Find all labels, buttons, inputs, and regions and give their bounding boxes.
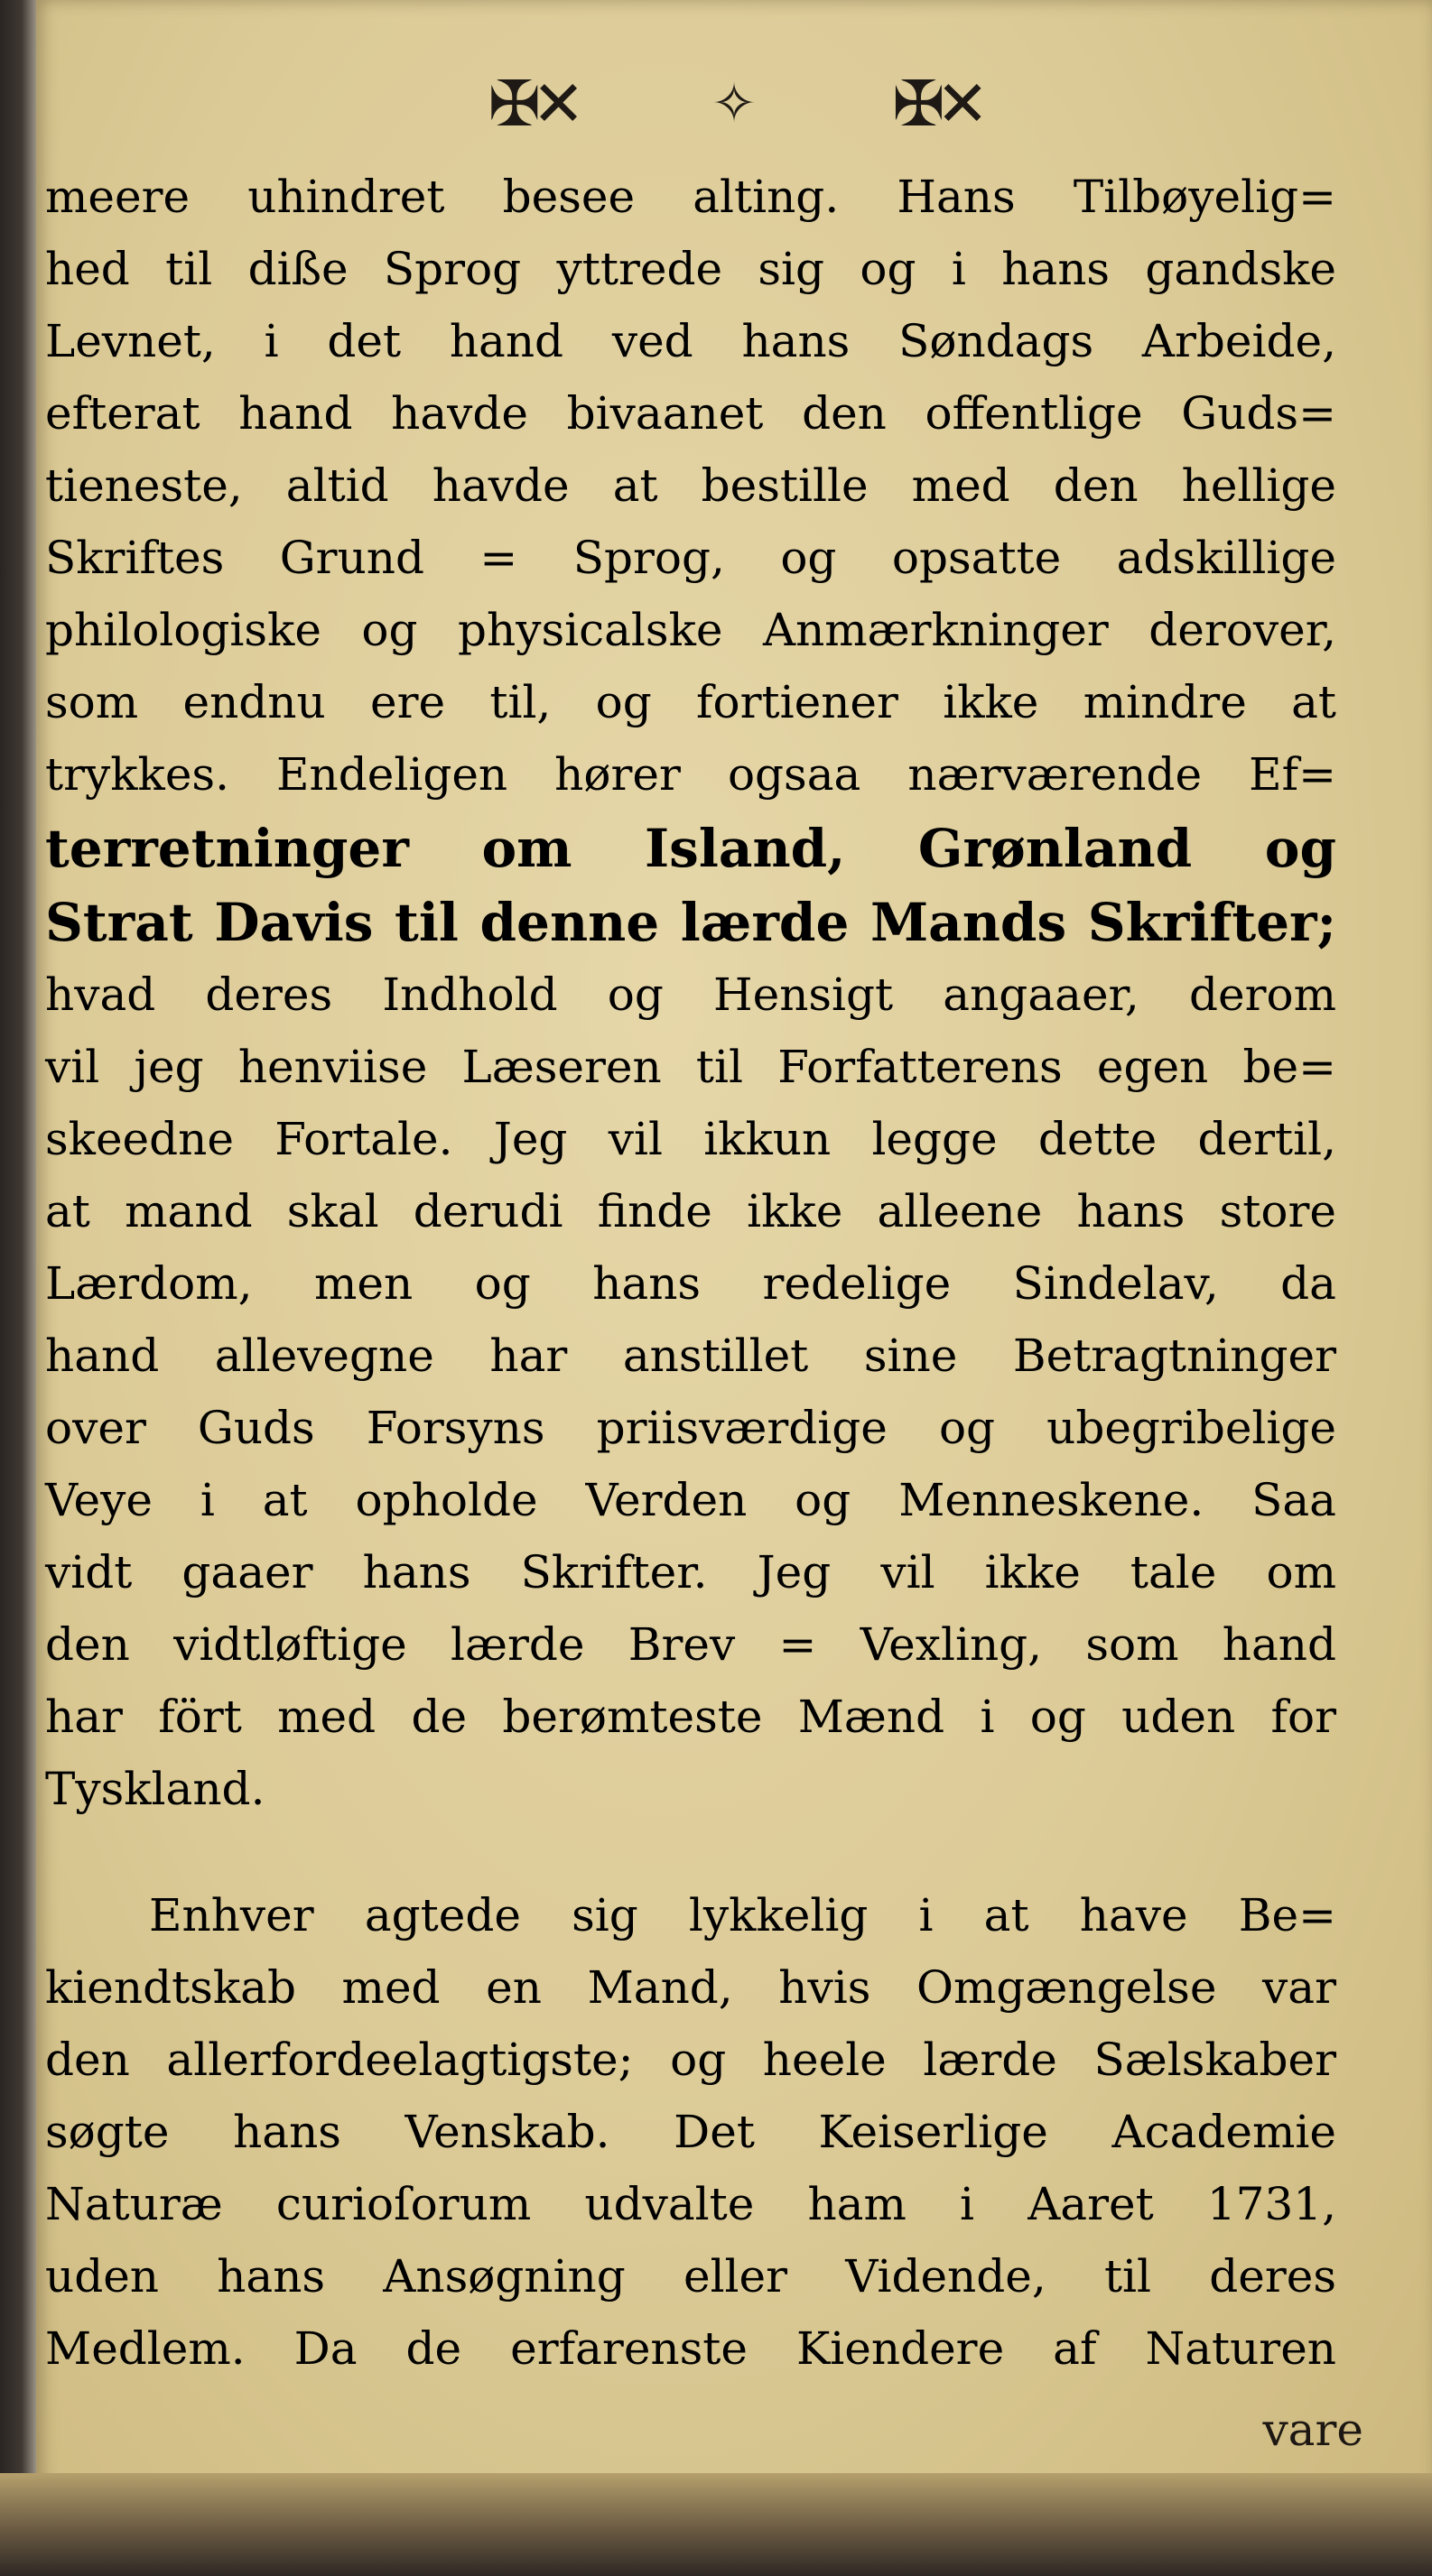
text-line: hand allevegne har anstillet sine Betragtninger xyxy=(45,1330,1336,1382)
text-line: vidt gaaer hans Skrifter. Jeg vil ikke tale om xyxy=(45,1546,1336,1598)
text-line: Enhver agtede sig lykkelig i at have Be= xyxy=(149,1889,1336,1941)
ornament-left-icon: ✠✕ xyxy=(488,67,576,141)
text-line: Skriftes Grund = Sprog, og opsatte adskillige xyxy=(45,532,1336,584)
text-line: Medlem. Da de erfarenste Kiendere af Naturen xyxy=(45,2322,1336,2375)
ornament-center-icon: ✧ xyxy=(711,72,758,135)
text-line: trykkes. Endeligen hører ogsaa nærværende Ef= xyxy=(45,748,1336,801)
page-bottom-edge xyxy=(0,2473,1432,2576)
text-line: uden hans Ansøgning eller Vidende, til deres xyxy=(45,2250,1336,2303)
ornament-right-icon: ✠✕ xyxy=(892,67,981,141)
text-line: meere uhindret besee alting. Hans Tilbøyelig= xyxy=(45,171,1336,223)
text-line: hvad deres Indhold og Hensigt angaaer, derom xyxy=(45,968,1336,1021)
text-line: Levnet, i det hand ved hans Søndags Arbeide, xyxy=(45,315,1336,367)
text-line: philologiske og physicalske Anmærkninger derover, xyxy=(45,604,1336,656)
text-line: Naturæ curioſorum udvalte ham i Aaret 1731, xyxy=(45,2178,1336,2230)
text-line: Veye i at opholde Verden og Menneskene. Saa xyxy=(45,1474,1336,1526)
text-line: den vidtløftige lærde Brev = Vexling, som hand xyxy=(45,1618,1336,1671)
text-line: Lærdom, men og hans redelige Sindelav, da xyxy=(45,1257,1336,1310)
text-line: Tyskland. xyxy=(45,1763,265,1815)
catchword: vare xyxy=(1262,2404,1363,2456)
text-line: søgte hans Venskab. Det Keiserlige Academie xyxy=(45,2106,1336,2158)
text-line: vil jeg henviise Læseren til Forfatterens egen be= xyxy=(45,1041,1336,1093)
text-line: over Guds Forsyns priisværdige og ubegribelige xyxy=(45,1402,1336,1454)
text-line: den allerfordeelagtigste; og heele lærde Sælskaber xyxy=(45,2034,1336,2086)
text-line: skeedne Fortale. Jeg vil ikkun legge dette dertil, xyxy=(45,1113,1336,1165)
text-line: efterat hand havde bivaanet den offentlige Guds= xyxy=(45,387,1336,440)
text-line: tieneste, altid havde at bestille med den hellige xyxy=(45,459,1336,512)
book-gutter-edge xyxy=(0,0,36,2576)
text-line: har fört med de berømteste Mænd i og uden for xyxy=(45,1691,1336,1743)
header-ornament xyxy=(36,63,1432,144)
text-line-emphasis: terretninger om Island, Grønland og xyxy=(45,818,1336,879)
text-line: at mand skal derudi finde ikke alleene hans store xyxy=(45,1185,1336,1237)
text-line: kiendtskab med en Mand, hvis Omgængelse var xyxy=(45,1961,1336,2014)
text-line: hed til diße Sprog yttrede sig og i hans gandske xyxy=(45,243,1336,295)
text-line-emphasis: Strat Davis til denne lærde Mands Skrifter; xyxy=(45,892,1336,953)
text-line: som endnu ere til, og fortiener ikke mindre at xyxy=(45,676,1336,728)
